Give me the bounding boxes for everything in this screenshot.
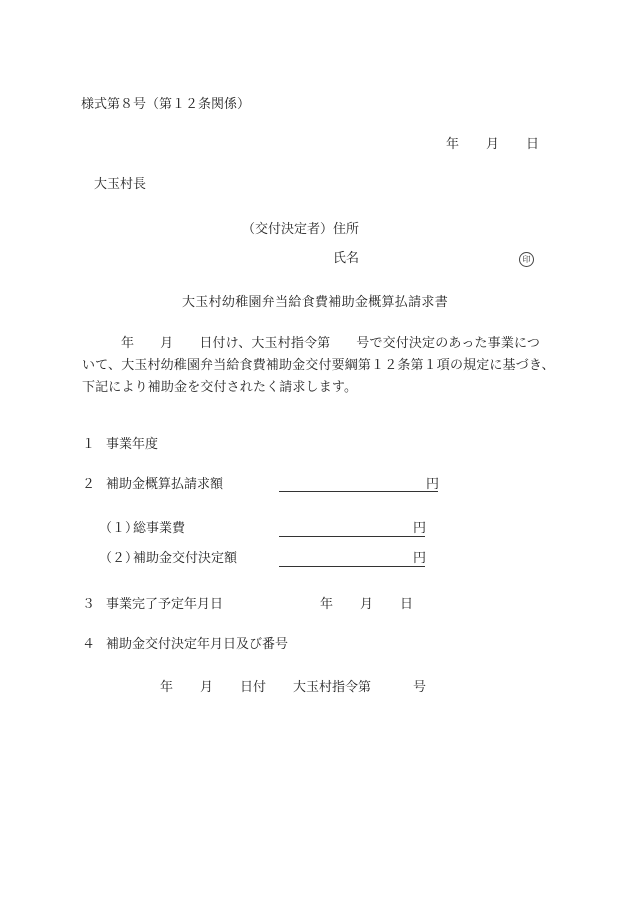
request-paragraph <box>82 333 556 399</box>
date-year-label: 年 <box>446 137 460 152</box>
body-date-command: 日付け、大玉村指令第 <box>199 336 331 351</box>
item-4-label: 補助金交付決定年月日及び番号 <box>106 637 289 652</box>
item-3-number: ３ <box>82 597 96 612</box>
item-2-number: ２ <box>82 477 96 492</box>
item-3-day: 日 <box>400 597 414 612</box>
body-line-2: いて、大玉村幼稚園弁当給食費補助金交付要綱第１２条第１項の規定に基づき、 <box>82 358 555 373</box>
sub-item-2-amount-underline <box>279 566 425 567</box>
sub-item-2-number: （２） <box>99 551 139 566</box>
sub-item-1-amount-underline <box>279 536 425 537</box>
sub-item-1-unit: 円 <box>413 521 427 536</box>
body-number-suffix: 号で交付決定のあった事業につ <box>356 336 541 351</box>
date-day-label: 日 <box>526 137 540 152</box>
addressee: 大玉村長 <box>94 177 147 192</box>
item-2-unit: 円 <box>426 477 440 492</box>
sub-item-1-number: （１） <box>99 521 139 536</box>
document-title: 大玉村幼稚園弁当給食費補助金概算払請求書 <box>182 295 449 310</box>
item-1-number: １ <box>82 437 96 452</box>
sub-item-2-label: 補助金交付決定額 <box>133 551 238 566</box>
body-year: 年 <box>121 336 135 351</box>
decision-date-suffix: 日付 <box>240 680 267 695</box>
decision-month: 月 <box>200 680 214 695</box>
date-month-label: 月 <box>486 137 500 152</box>
item-3-year: 年 <box>320 597 334 612</box>
decision-number-suffix: 号 <box>413 680 427 695</box>
sub-item-2-unit: 円 <box>413 551 427 566</box>
seal-icon: 印 <box>519 252 534 267</box>
applicant-address-label: （交付決定者）住所 <box>242 222 360 237</box>
body-line-3: 下記により補助金を交付されたく請求します。 <box>82 380 358 395</box>
item-3-label: 事業完了予定年月日 <box>106 597 224 612</box>
sub-item-1-label: 総事業費 <box>133 521 186 536</box>
decision-year: 年 <box>160 680 174 695</box>
item-2-label: 補助金概算払請求額 <box>106 477 224 492</box>
body-month: 月 <box>160 336 174 351</box>
seal-mark <box>519 251 534 267</box>
item-3-month: 月 <box>360 597 374 612</box>
item-4-number: ４ <box>82 637 96 652</box>
item-2-amount-underline <box>279 491 438 492</box>
decision-command-label: 大玉村指令第 <box>293 680 372 695</box>
applicant-name-label: 氏名 <box>333 251 360 266</box>
form-number: 様式第８号（第１２条関係） <box>81 97 251 112</box>
item-1-label: 事業年度 <box>106 437 159 452</box>
